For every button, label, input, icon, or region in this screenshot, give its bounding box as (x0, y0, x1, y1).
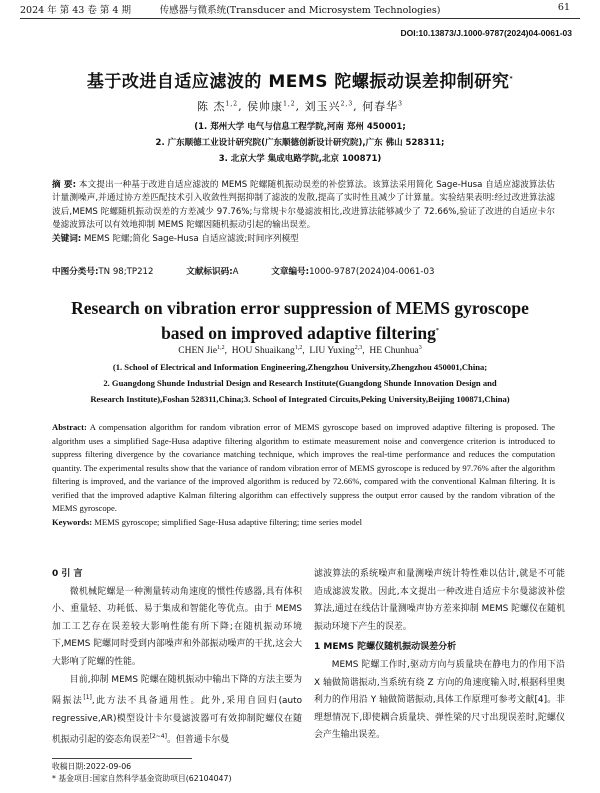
abstract-text: A compensation algorithm for random vibration error of MEMS gyroscope based on improved adaptive filtering is proposed. The algorithm uses a simplified Sage-Husa adaptive filtering algorithm to estimate measurement noise and convergence criterion is introduced to suppress filtering divergence by the covariance matching technique, which improves the real-time performance and reduces the computation quantity. The experimental results show that the variance of random vibration error of MEMS gyroscope is reduced by 97.76% after the algorithm filtering is improved, and the variance of the improved algorithm is reduced by 72.66%, compared with the conventional Kalman filtering. It is verified that the improved adaptive Kalman filtering algorithm can effectively suppress the output error caused by the random vibration of the MEMS gyroscope. (52, 422, 555, 513)
keywords-text: MEMS gyroscope; simplified Sage-Husa adaptive filtering; time series model (94, 516, 363, 527)
article-no-label: 文章编号: (271, 267, 310, 277)
left-column (52, 566, 302, 750)
clc-label: 中图分类号: (52, 267, 99, 277)
paragraph (52, 672, 302, 750)
doc-code-value: A (232, 267, 239, 277)
paragraph: 微机械陀螺是一种测量转动角速度的惯性传感器,具有体积小、重量轻、功耗低、易于集成和智能化等优点。由于 MEMS 加工工艺存在误差较大影响性能有所下降;在随机振动环境下,MEMS 陀螺同时受到内部噪声和外部振动噪声的干扰,这会大大影响了陀螺的性能。 (52, 586, 302, 667)
author: HE Chunhua (369, 346, 419, 357)
keywords-label: 关键词: (52, 233, 82, 244)
author: HOU Shuaikang (231, 346, 295, 357)
clc-value: TN 98;TP212 (98, 267, 154, 277)
chinese-affiliation: 3. 北京大学 集成电路学院,北京 100871) (218, 154, 382, 164)
clc (52, 265, 153, 277)
footnotes (52, 761, 232, 785)
author-sup: 2,3 (340, 100, 354, 108)
abstract-text: 本文提出一种基于改进自适应滤波的 MEMS 陀螺随机振动误差的补偿算法。该算法采用简化 Sage-Husa 自适应滤波算法估计量测噪声,并通过协方差匹配技术引入收敛性判据抑制了滤波的发散,提高了实时性且减少了计算量。实验结果表明:经过改进算法滤波后,MEMS 陀螺随机振动误差的方差减少 97.76%;与常规卡尔曼滤波相比,改进算法能够减少了 72.66%,验证了改进的自适应卡尔曼滤波算法可以有效地抑制 MEMS 陀螺因随机振动引起的输出误差。 (52, 180, 555, 231)
paragraph-text: 目前,抑制 MEMS 陀螺在随机振动中输出下降的方法主要为隔振法 (52, 674, 302, 707)
doi: DOI:10.13873/J.1000-9787(2024)04-0061-03 (400, 28, 572, 38)
english-affiliation: 2. Guangdong Shunde Industrial Design and Research Institute(Guangdong Shunde Innovation Design and (103, 378, 497, 388)
doc-code (186, 265, 238, 277)
author-sup: 2,3 (354, 345, 363, 351)
author: 何春华 (362, 100, 399, 113)
page-number: 61 (557, 2, 570, 13)
abstract-label: Abstract: (52, 422, 87, 432)
paragraph-text: ,此方法不具备通用性。此外,采用自回归(auto regressive,AR)模型设计卡尔曼滤波器可有效抑制陀螺仪在随机振动引起的姿态角误差 (52, 696, 303, 746)
section-heading: 0 引 言 (52, 569, 83, 579)
journal-name: 传感器与微系统(Transducer and Microsystem Technologies) (159, 5, 441, 16)
english-title (0, 297, 600, 345)
paragraph-text: 。但普通卡尔曼 (166, 735, 230, 746)
english-title-line2: based on improved adaptive filtering (161, 322, 436, 343)
author: LIU Yuxing (309, 346, 355, 357)
article-no (271, 265, 434, 277)
paragraph: 滤波算法的系统噪声和量测噪声统计特性难以估计,就是不可能造成滤波发散。因此,本文提出一种改进自适应卡尔曼滤波补偿算法,通过在线估计量测噪声协方差来抑制 MEMS 陀螺仪在随机振动环境下产生的误差。 (314, 569, 565, 632)
author-sup: 1,2 (225, 100, 239, 108)
author-sup: 3 (398, 100, 403, 108)
received-date: 收稿日期:2022-09-06 (52, 762, 132, 771)
citation: [1] (83, 694, 92, 702)
author: 陈 杰 (197, 100, 226, 113)
abstract-label: 摘 要: (52, 180, 77, 190)
paragraph: MEMS 陀螺工作时,驱动方向与质量块在静电力的作用下沿 X 轴做简谐振动,当系统有绕 Z 方向的角速度输入时,根据科里奥利力的作用沿 Y 轴做简谐振动,具体工作原理可参考文献[4]。非理想情况下,即使耦合质量块、弹性梁的尺寸出现误差时,陀螺仪会产生输出误差。 (314, 659, 565, 741)
journal-issue: 2024 年 第 43 卷 第 4 期 (20, 5, 131, 16)
classification-line (52, 265, 555, 277)
english-title-line1: Research on vibration error suppression of MEMS gyroscope (71, 298, 529, 318)
chinese-affiliation: (1. 郑州大学 电气与信息工程学院,河南 郑州 450001; (194, 122, 406, 132)
citation: [2~4] (149, 733, 167, 741)
chinese-affiliation: 2. 广东顺德工业设计研究院(广东顺德创新设计研究院),广东 佛山 528311; (155, 138, 445, 148)
english-affiliation: Research Institute),Foshan 528311,China;3. School of Integrated Circuits,Peking University,Beijing 100871,China) (90, 394, 510, 404)
title-footnote-mark: * (435, 328, 439, 334)
footnote-rule (52, 758, 192, 759)
author-sup: 1,2 (283, 100, 296, 108)
author: 侯帅康 (247, 100, 284, 113)
running-header (0, 2, 600, 18)
english-affiliation: (1. School of Electrical and Information Engineering,Zhengzhou University,Zhengzhou 450001,China; (112, 362, 488, 372)
author: 刘玉兴 (304, 100, 341, 113)
article-no-value: 1000-9787(2024)04-0061-03 (309, 267, 435, 277)
author-sup: 3 (418, 345, 422, 351)
chinese-title-text: 基于改进自适应滤波的 MEMS 陀螺振动误差抑制研究 (86, 72, 510, 92)
chinese-title (0, 67, 600, 92)
fund-note: * 基金项目:国家自然科学基金资助项目(62104047) (52, 774, 232, 783)
english-authors: CHEN Jie$^{1,2}$, HOU Shuaikang$^{1,2}$, LIU Yuxing$^{2,3}$, HE Chunhua$^3$ (178, 345, 422, 357)
author-sup: 1,2 (294, 345, 303, 351)
author-sup: 1,2 (217, 345, 225, 351)
right-column (314, 566, 565, 745)
title-footnote-mark: * (509, 75, 514, 83)
keywords-text: MEMS 陀螺;简化 Sage-Husa 自适应滤波;时间序列模型 (83, 233, 299, 244)
doc-code-label: 文献标识码: (186, 267, 233, 277)
section-heading: 1 MEMS 陀螺仪随机振动误差分析 (314, 642, 457, 653)
author: CHEN Jie (178, 346, 218, 357)
chinese-abstract (52, 179, 555, 246)
header-rule (20, 18, 580, 19)
english-abstract (52, 421, 555, 529)
keywords-label: Keywords: (52, 516, 93, 527)
chinese-authors: 陈 杰$^{1,2}$, 侯帅康$^{1,2}$, 刘玉兴$^{2,3}$, 何春华$^3$ (197, 100, 403, 113)
